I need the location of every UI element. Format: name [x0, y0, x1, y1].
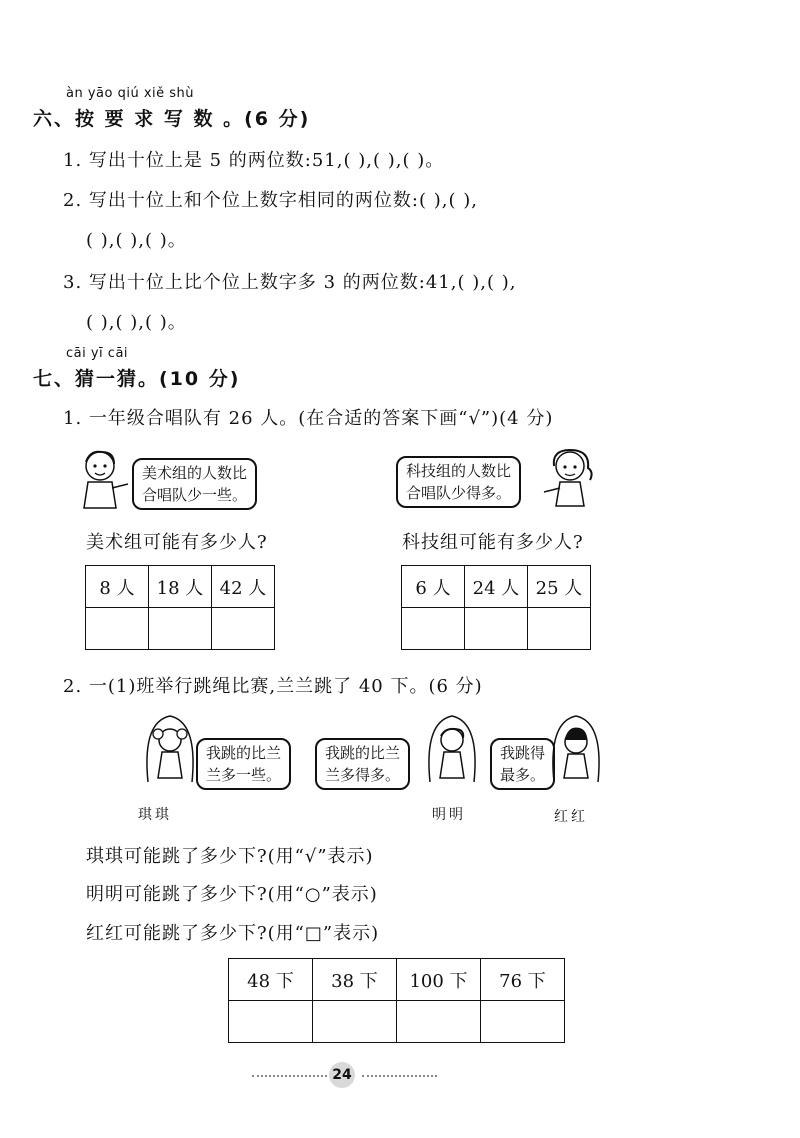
table-cell: 76 下 [481, 959, 565, 1001]
answer-cell[interactable] [313, 1001, 397, 1043]
speech-bubble-ming [315, 738, 410, 790]
girl-jumprope-qi-illustration [142, 712, 198, 790]
table-cell: 25 人 [528, 566, 591, 608]
section6-q1: 1. 写出十位上是 5 的两位数:51,( ),( ),( )。 [63, 150, 445, 171]
answer-table-tech [401, 565, 591, 650]
answer-cell[interactable] [86, 608, 149, 650]
table-cell: 38 下 [313, 959, 397, 1001]
bubble-line: 兰多一些。 [206, 766, 282, 784]
table-cell: 6 人 [402, 566, 465, 608]
name-qi: 琪琪 [138, 807, 172, 823]
girl-jumprope-hong-illustration [548, 712, 604, 790]
bubble-line: 合唱队少得多。 [406, 484, 512, 502]
section6-q3-cont: ( ),( ),( )。 [86, 312, 187, 333]
bubble-line: 美术组的人数比 [142, 464, 248, 482]
speech-bubble-tech [396, 456, 521, 508]
answer-table-art [85, 565, 275, 650]
name-hong: 红红 [554, 809, 588, 825]
bubble-line: 兰多得多。 [325, 766, 401, 784]
answer-cell[interactable] [402, 608, 465, 650]
section6-q3: 3. 写出十位上比个位上数字多 3 的两位数:41,( ),( ), [63, 272, 517, 293]
section7-pinyin: cāi yī cāi [66, 346, 129, 361]
answer-cell[interactable] [229, 1001, 313, 1043]
answer-cell[interactable] [528, 608, 591, 650]
section7-q2: 2. 一(1)班举行跳绳比赛,兰兰跳了 40 下。(6 分) [63, 676, 483, 697]
page-number: 24 [329, 1062, 355, 1088]
section6-q2: 2. 写出十位上和个位上数字相同的两位数:( ),( ), [63, 190, 478, 211]
bubble-line: 科技组的人数比 [406, 462, 512, 480]
table-cell: 48 下 [229, 959, 313, 1001]
boy-jumprope-ming-illustration [424, 712, 480, 790]
speech-bubble-qi [196, 738, 291, 790]
ask-qi: 琪琪可能跳了多少下?(用“√”表示) [86, 846, 374, 867]
table-cell: 24 人 [465, 566, 528, 608]
table-cell: 18 人 [149, 566, 212, 608]
name-ming: 明明 [432, 807, 466, 823]
section7-title: 七、猜一猜。(10 分) [33, 368, 241, 390]
ask-tech-group: 科技组可能有多少人? [402, 532, 584, 553]
bubble-line: 我跳的比兰 [206, 744, 282, 762]
speech-bubble-art [132, 458, 257, 510]
table-cell: 42 人 [212, 566, 275, 608]
boy-illustration [76, 448, 132, 510]
girl-illustration [538, 446, 598, 508]
bubble-line: 合唱队少一些。 [142, 486, 248, 504]
section7-q1: 1. 一年级合唱队有 26 人。(在合适的答案下画“√”)(4 分) [63, 408, 554, 429]
footer-dots-left [252, 1075, 327, 1077]
answer-cell[interactable] [397, 1001, 481, 1043]
answer-cell[interactable] [465, 608, 528, 650]
ask-hong: 红红可能跳了多少下?(用“□”表示) [86, 923, 380, 944]
answer-cell[interactable] [481, 1001, 565, 1043]
bubble-line: 最多。 [500, 766, 546, 784]
speech-bubble-hong [490, 738, 555, 790]
answer-cell[interactable] [212, 608, 275, 650]
answer-cell[interactable] [149, 608, 212, 650]
table-cell: 100 下 [397, 959, 481, 1001]
table-cell: 8 人 [86, 566, 149, 608]
ask-ming: 明明可能跳了多少下?(用“○”表示) [86, 884, 378, 905]
section6-q2-cont: ( ),( ),( )。 [86, 230, 187, 251]
bubble-line: 我跳的比兰 [325, 744, 401, 762]
section6-title: 六、按 要 求 写 数 。(6 分) [33, 108, 311, 130]
ask-art-group: 美术组可能有多少人? [86, 532, 268, 553]
answer-table-jump [228, 958, 565, 1043]
section6-pinyin: àn yāo qiú xiě shù [66, 86, 195, 101]
footer-dots-right [362, 1075, 437, 1077]
bubble-line: 我跳得 [500, 744, 546, 762]
